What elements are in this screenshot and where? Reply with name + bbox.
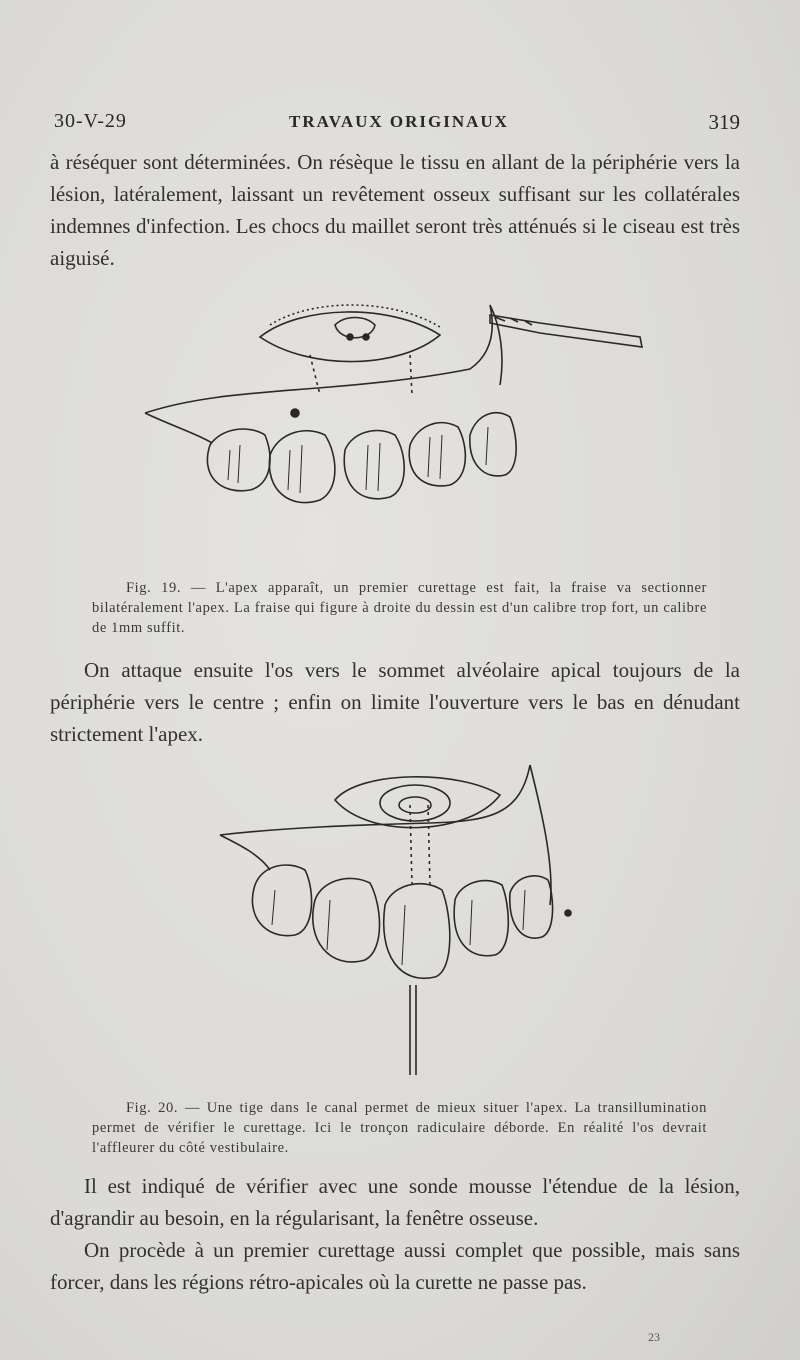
paragraph-3-text: Il est indiqué de vérifier avec une sonde mousse l'étendue de la lésion, d'agrandir au besoin, en la régularisant, la fenêtre osseuse.: [50, 1174, 740, 1230]
paragraph-1-text: à réséquer sont déterminées. On résèque le tissu en allant de la périphérie vers la lésion, latéralement, laissant un revêtement osseux suffisant sur les collatérales indemnes d'infection. Les chocs du maillet seront très atténués si le ciseau est très aiguisé.: [50, 150, 740, 270]
paragraph-4: [50, 1234, 740, 1298]
signature-mark: 23: [648, 1330, 660, 1344]
figure-19-illustration: [140, 285, 660, 525]
figure-20-caption-text: Fig. 20. — Une tige dans le canal permet de mieux situer l'apex. La transillumination permet de vérifier le curettage. Ici le tronçon radiculaire déborde. En réalité l'os devrait l'affleurer du côté vestibulaire.: [92, 1100, 707, 1156]
paragraph-1: [50, 146, 740, 274]
figure-19-caption: [92, 578, 707, 638]
figure-20-caption: [92, 1098, 707, 1158]
paragraph-3: [50, 1170, 740, 1234]
figure-19-caption-text: Fig. 19. — L'apex apparaît, un premier curettage est fait, la fraise va sectionner bilatéralement l'apex. La fraise qui figure à droite du dessin est d'un calibre trop fort, un calibre de 1mm suffit.: [92, 580, 707, 636]
paragraph-2: [50, 654, 740, 750]
header-date: 30-V-29: [54, 110, 127, 132]
page-number: 319: [708, 110, 740, 134]
paragraph-4-text: On procède à un premier curettage aussi complet que possible, mais sans forcer, dans les régions rétro-apicales où la curette ne passe pas.: [50, 1238, 740, 1294]
header-section-title: TRAVAUX ORIGINAUX: [289, 112, 509, 131]
figure-20-illustration: [210, 765, 580, 1085]
running-header: [54, 110, 744, 140]
paragraph-2-text: On attaque ensuite l'os vers le sommet alvéolaire apical toujours de la périphérie vers le centre ; enfin on limite l'ouverture vers le bas en dénudant strictement l'apex.: [50, 658, 740, 746]
